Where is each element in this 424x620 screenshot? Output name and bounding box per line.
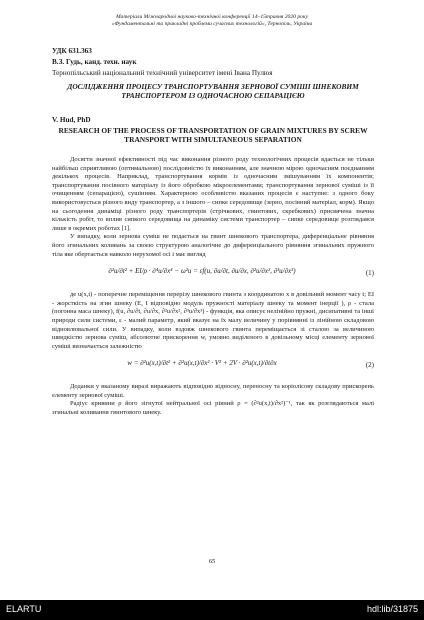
author-en: V. Hud, PhD xyxy=(52,116,91,124)
paragraph-5: Радіус кривини ρ його зігнутої нейтральної осі рівний ρ = (∂²u(x,t)/∂x²)⁻¹, так як розглядаються малі згинальні коливання гвинтового шнеку. xyxy=(52,400,374,417)
paragraph-2: У випадку, коли зернова суміш не подається на гвинт шнекового транспортера, диференціальне рівняння його згинальних коливань за своєю структурою аналогічне до диференціального рівняння згинальних пружного тіла яке обертається навколо нерухомої осі і має вигляд xyxy=(52,233,374,258)
page-number: 65 xyxy=(208,558,216,565)
author-ua: В.З. Гудь, канд. техн. наук xyxy=(52,58,137,66)
formula-1-expression: ∂²u/∂t² + EI/ρ · ∂⁴u/∂x⁴ − ω²u = εf(u, ∂u/∂t, ∂u/∂x, ∂²u/∂x², ∂³u/∂x³) xyxy=(108,267,296,276)
header-line-1: Матеріали Міжнародної науково-технічної конференції 14–15травня 2020 року xyxy=(115,14,309,20)
header-line-2: «Фундаментальні та прикладні проблеми сучасних технологій», Тернопіль, Україна xyxy=(111,21,313,27)
formula-1 xyxy=(52,262,374,288)
paragraph-4: Доданки у вказаному виразі виражають відповідно відносну, переносну та коріолісову складову прискорень елементу зернової суміші. xyxy=(52,383,374,399)
article-body xyxy=(52,156,374,418)
affiliation: Тернопільський національний технічний університет імені Івана Пулюя xyxy=(52,69,273,77)
footer-repository-label: ELARTU xyxy=(6,604,42,614)
formula-2-number: (2) xyxy=(365,361,374,370)
footer-bar xyxy=(0,600,424,620)
title-ua: ДОСЛІДЖЕННЯ ПРОЦЕСУ ТРАНСПОРТУВАННЯ ЗЕРНОВОЇ СУМІШІ ШНЕКОВИМ ТРАНСПОРТЕРОМ ІЗ ОДНОЧАСНОЮ СЕПАРАЦІЄЮ xyxy=(67,82,359,100)
footer-handle-label: hdl:lib/31875 xyxy=(366,604,418,614)
formula-2 xyxy=(52,354,374,380)
paragraph-3: де u(x,t) - поперечне переміщення перерізу шнекового гвинта з координатою x в довільний момент часу t; EI - жорсткість на згин шнеку (E, I відповідно модуль пружності матеріалу шнеку та момент інерції ), ρ - стала (погонна маса шнеку), f(u, ∂u/∂t, ∂u/∂x, ∂²u/∂x², ∂³u/∂x³) - функція, яка описує нелінійно пружні, дисипативні та інші природи сили системи, ε - малий параметр, який вказує на їх малу величину у порівнянні із лінійною складовою відновлювальної сили. У випадку, коли вздовж шнекового гвинта переміщається зі сталою за величиною швидкістю зернова суміш, абсолютне прискорення w, умовно виділеного в довільному місці елементу зернової суміші визначається залежністю xyxy=(52,291,374,350)
formula-1-number: (1) xyxy=(365,269,374,278)
title-en: RESEARCH OF THE PROCESS OF TRANSPORTATION OF GRAIN MIXTURES BY SCREW TRANSPORT WITH SIMULTANEOUS SEPARATION xyxy=(58,126,368,144)
udk-code: УДК 631.363 xyxy=(52,47,92,55)
conference-header xyxy=(30,14,394,28)
paragraph-1: Досягти значної ефективності під час виконання різного роду технологічних процесів вдається не тільки найбільш сприятливою (оптимальною) послідовністю їх виконанням, але значною мірою одночасним поєднанням декількох процесів. Наприклад, транспортування кормів із одночасним змішуванням їх компонентів; транспортування посівного матеріалу із його обробкою мікроелементами; транспортування зернової суміші із її очищенням (сепарацією), сушінням. Характерною особливістю вказаних процесів є наступне: з одного боку використовується різного виду транспортер, а з іншого – сипке середовище (зерно, посівний матеріал, корм). Якщо на сьогодення динаміці різного роду транспортерів (стрічкових, гвинтових, скребкових) присвячена значна кількість робіт, то вплив сипкого середовища на динаміку системи транспортер – сипке середовище розглядався лише в окремих роботах [1]. xyxy=(52,156,374,232)
formula-2-expression: w = ∂²u(x,t)/∂t² + ∂²u(x,t)/∂x² · V² + 2V · ∂²u(x,t)/∂t∂x xyxy=(127,359,277,368)
